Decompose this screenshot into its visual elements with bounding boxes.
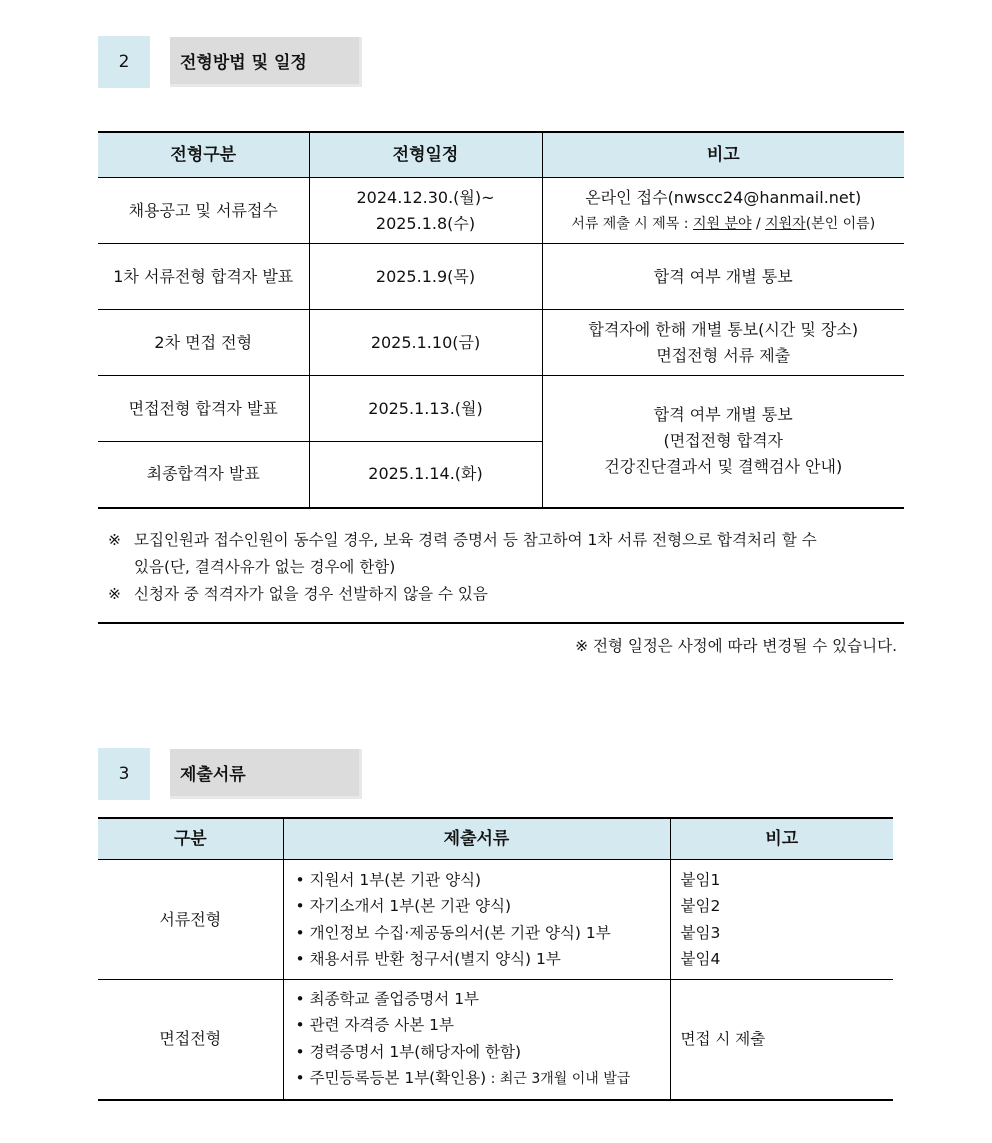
section-title: 제출서류 (170, 749, 362, 799)
attachment-label: 붙임4 (680, 950, 721, 968)
attachment-label: 붙임2 (680, 897, 721, 915)
date-cell (309, 178, 542, 244)
note-line: 면접전형 서류 제출 (656, 345, 791, 365)
notes-block (98, 527, 904, 608)
stage-cell: 면접전형 (98, 980, 283, 1100)
note-line: 합격자에 한해 개별 통보(시간 및 장소) (588, 319, 859, 339)
reference-mark: ※ (108, 531, 121, 549)
date-cell: 2025.1.13.(월) (309, 376, 542, 442)
note-item (98, 581, 904, 608)
list-item: • 자기소개서 1부(본 기관 양식) (296, 893, 670, 920)
schedule-table (98, 131, 904, 509)
list-item: • 채용서류 반환 청구서(별지 양식) 1부 (296, 946, 670, 973)
table-header-row (98, 818, 893, 860)
documents-table (98, 817, 893, 1101)
note-line: 건강진단결과서 및 결핵검사 안내) (604, 457, 843, 477)
note-text: 신청자 중 적격자가 없을 경우 선발하지 않을 수 있음 (134, 585, 488, 603)
date-cell: 2025.1.9(목) (309, 244, 542, 310)
list-item: • 지원서 1부(본 기관 양식) (296, 867, 670, 894)
divider (98, 622, 904, 624)
date-line: 2024.12.30.(월)~ (356, 187, 495, 207)
note-line: (면접전형 합격자 (663, 431, 784, 451)
note-item (98, 527, 904, 581)
section-number: 3 (98, 748, 150, 800)
date-cell: 2025.1.10(금) (309, 310, 542, 376)
attachment-label: 붙임3 (680, 923, 721, 942)
stage-cell: 면접전형 합격자 발표 (98, 376, 309, 442)
note-underlined: 지원자 (765, 215, 806, 232)
attachment-label: 붙임1 (680, 870, 721, 889)
note-line: 온라인 접수(nwscc24@hanmail.net) (585, 187, 862, 207)
note-cell: 합격 여부 개별 통보 (542, 244, 904, 310)
list-item (296, 1065, 670, 1093)
note-cell (542, 178, 904, 244)
stage-cell: 최종합격자 발표 (98, 442, 309, 508)
note-cell (542, 310, 904, 376)
note-cell (670, 860, 893, 980)
stage-cell: 2차 면접 전형 (98, 310, 309, 376)
note-text: 서류 제출 시 제목 : (571, 215, 693, 232)
note-text: (본인 이름) (805, 215, 876, 232)
document-list (283, 980, 670, 1100)
note-cell: 면접 시 제출 (670, 980, 893, 1100)
note-text: / (751, 215, 766, 232)
note-underlined: 지원 분야 (692, 215, 752, 232)
column-header: 비고 (542, 132, 904, 178)
stage-cell: 1차 서류전형 합격자 발표 (98, 244, 309, 310)
table-row (98, 376, 904, 442)
list-item: • 최종학교 졸업증명서 1부 (296, 986, 670, 1013)
note-body (134, 527, 817, 581)
section-number: 2 (98, 36, 150, 88)
date-line: 2025.1.8(수) (375, 213, 476, 233)
table-row (98, 244, 904, 310)
list-item-suffix: : 최근 3개월 이내 발급 (486, 1071, 631, 1088)
column-header: 전형일정 (309, 132, 542, 178)
note-text: 있음(단, 결격사유가 없는 경우에 한함) (134, 558, 396, 576)
schedule-footnote: ※ 전형 일정은 사정에 따라 변경될 수 있습니다. (575, 637, 897, 655)
table-row (98, 980, 893, 1100)
list-item: • 관련 자격증 사본 1부 (296, 1012, 670, 1039)
note-text: 모집인원과 접수인원이 동수일 경우, 보육 경력 증명서 등 참고하여 1차 서류 전형으로 합격처리 할 수 (134, 531, 817, 549)
table-row (98, 310, 904, 376)
column-header: 구분 (98, 818, 283, 860)
table-header-row (98, 132, 904, 178)
document-list (283, 860, 670, 980)
list-item: • 개인정보 수집·제공동의서(본 기관 양식) 1부 (296, 920, 670, 947)
stage-cell: 서류전형 (98, 860, 283, 980)
column-header: 전형구분 (98, 132, 309, 178)
list-item-text: 주민등록등본 1부(확인용) (309, 1069, 487, 1088)
table-row (98, 860, 893, 980)
column-header: 제출서류 (283, 818, 670, 860)
date-cell: 2025.1.14.(화) (309, 442, 542, 508)
note-line (543, 211, 905, 237)
list-item: • 경력증명서 1부(해당자에 한함) (296, 1039, 670, 1066)
section-title: 전형방법 및 일정 (170, 37, 362, 87)
stage-cell: 채용공고 및 서류접수 (98, 178, 309, 244)
note-line: 합격 여부 개별 통보 (653, 405, 793, 425)
reference-mark: ※ (108, 585, 121, 603)
table-row (98, 178, 904, 244)
column-header: 비고 (670, 818, 893, 860)
merged-note-cell (542, 376, 904, 508)
